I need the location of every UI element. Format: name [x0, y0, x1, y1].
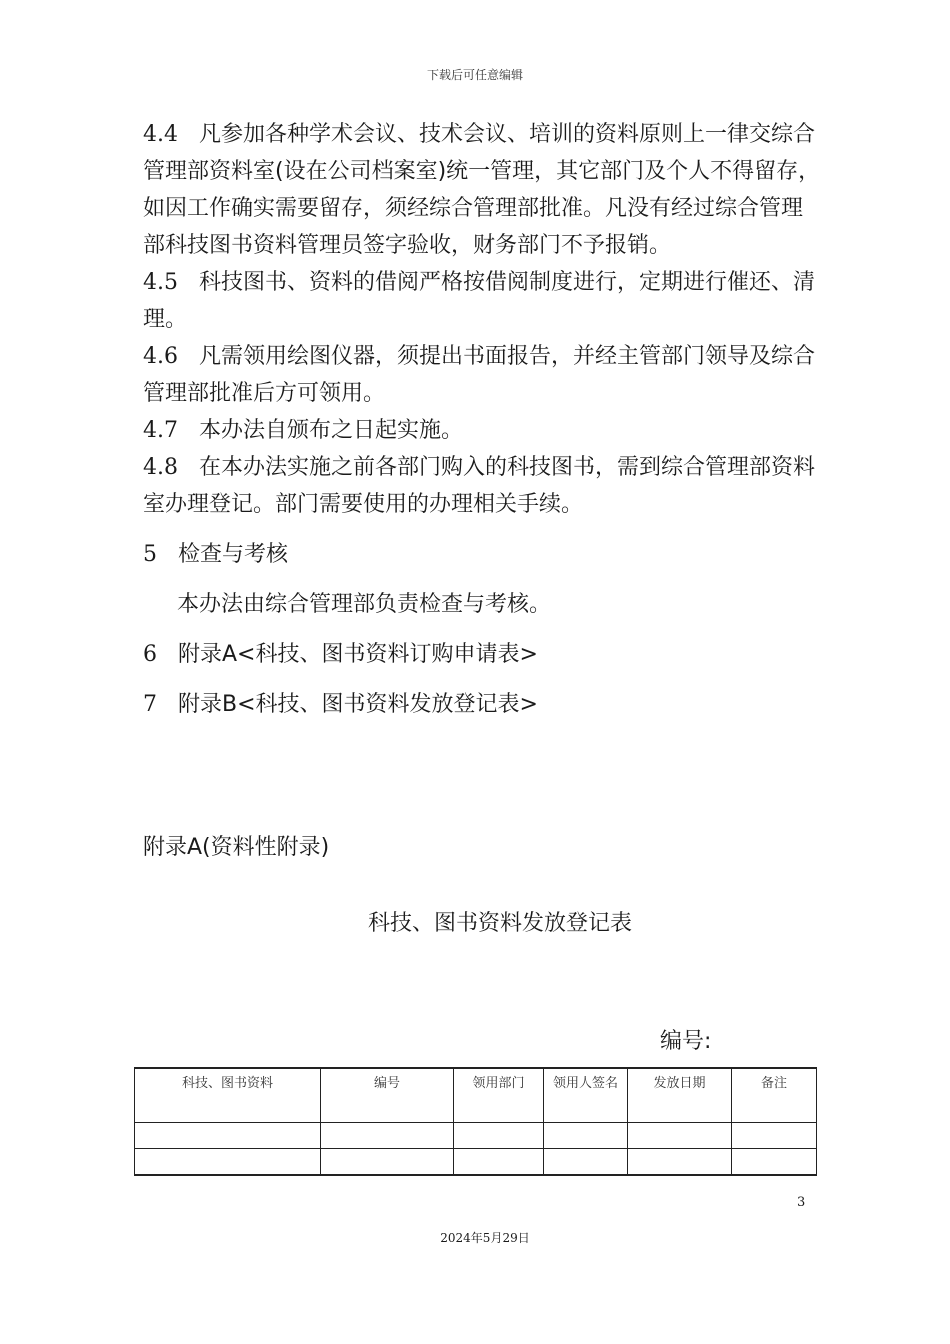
table-row — [135, 1149, 817, 1176]
table-cell — [628, 1149, 732, 1176]
table-cell — [454, 1123, 544, 1149]
table-row — [135, 1123, 817, 1149]
appendix-heading: 附录A(资料性附录) — [143, 835, 330, 860]
table-cell — [135, 1123, 321, 1149]
column-header: 领用部门 — [454, 1068, 544, 1123]
section-5-body: 本办法由综合管理部负责检查与考核。 — [177, 592, 552, 617]
section-text: 附录B<科技、图书资料发放登记表> — [177, 692, 538, 717]
clause-4-7 — [143, 412, 823, 449]
column-header: 备注 — [732, 1068, 817, 1123]
clause-number: 4.6 — [143, 344, 178, 369]
clause-text: 本办法自颁布之日起实施。 — [198, 418, 463, 443]
clause-number: 4.7 — [143, 418, 178, 443]
section-number: 5 — [143, 542, 157, 567]
section-6 — [143, 636, 823, 673]
table-cell — [544, 1123, 628, 1149]
registration-table — [134, 1067, 817, 1176]
document-body — [143, 116, 823, 723]
table-cell — [454, 1149, 544, 1176]
clause-number: 4.8 — [143, 455, 178, 480]
footer-date: 2024年5月29日 — [440, 1231, 530, 1245]
clause-text: 凡参加各种学术会议、技术会议、培训的资料原则上一律交综合管理部资料室(设在公司档案室)统一管理，其它部门及个人不得留存，如因工作确实需要留存，须经综合管理部批准。凡没有经过综合管理部科技图书资料管理员签字验收，财务部门不予报销。 — [143, 122, 821, 258]
table-title: 科技、图书资料发放登记表 — [367, 911, 632, 936]
clause-number: 4.4 — [143, 122, 178, 147]
clause-4-4 — [143, 116, 823, 264]
page-header: 下载后可任意编辑 — [426, 68, 523, 82]
clause-text: 在本办法实施之前各部门购入的科技图书，需到综合管理部资料室办理登记。部门需要使用的办理相关手续。 — [143, 455, 815, 517]
column-header: 编号 — [321, 1068, 454, 1123]
clause-4-8 — [143, 449, 823, 523]
table-cell — [732, 1123, 817, 1149]
table-cell — [321, 1123, 454, 1149]
column-header: 科技、图书资料 — [135, 1068, 321, 1123]
table-cell — [544, 1149, 628, 1176]
clause-text: 凡需领用绘图仪器，须提出书面报告，并经主管部门领导及综合管理部批准后方可领用。 — [143, 344, 815, 406]
table-cell — [628, 1123, 732, 1149]
table-cell — [321, 1149, 454, 1176]
form-number-label: 编号: — [660, 1029, 712, 1054]
table-header-row — [135, 1068, 817, 1123]
section-7 — [143, 686, 823, 723]
section-title: 检查与考核 — [177, 542, 288, 567]
section-text: 附录A<科技、图书资料订购申请表> — [177, 642, 538, 667]
section-number: 7 — [143, 692, 157, 717]
section-5-heading — [143, 536, 823, 573]
column-header: 发放日期 — [628, 1068, 732, 1123]
table-cell — [135, 1149, 321, 1176]
clause-4-5 — [143, 264, 823, 338]
table-cell — [732, 1149, 817, 1176]
page-number: 3 — [797, 1195, 806, 1210]
clause-text: 科技图书、资料的借阅严格按借阅制度进行，定期进行催还、清理。 — [143, 270, 815, 332]
clause-4-6 — [143, 338, 823, 412]
clause-number: 4.5 — [143, 270, 178, 295]
column-header: 领用人签名 — [544, 1068, 628, 1123]
section-number: 6 — [143, 642, 157, 667]
